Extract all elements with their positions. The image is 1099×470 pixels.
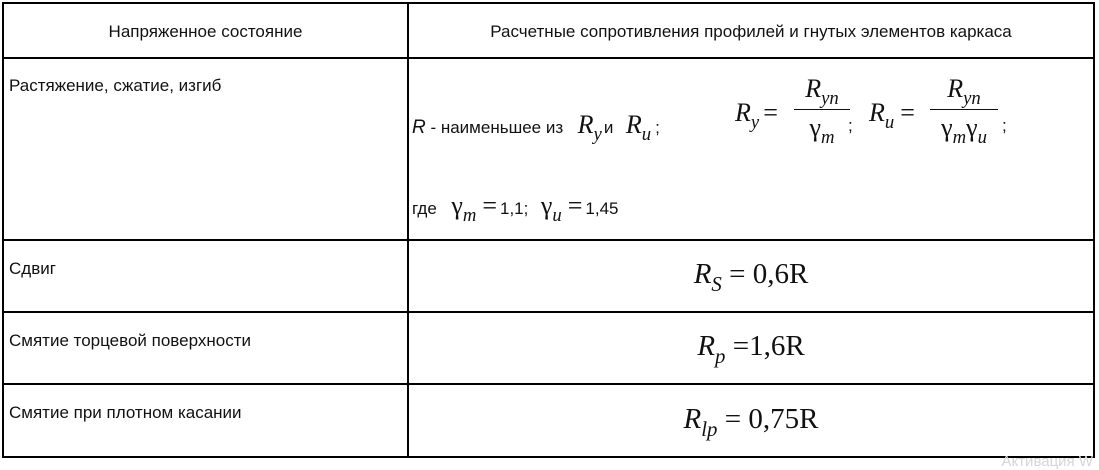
denominator-gamma-m-gamma-u: $\gamma_m\gamma_u$ <box>941 113 987 149</box>
formula-ry-lhs: $R_y$ = <box>735 98 778 134</box>
table-border-right <box>1093 2 1095 458</box>
numerator-ryn: $R_{yn}$ <box>947 74 981 110</box>
gamma-m-value: 1,1 <box>500 199 524 218</box>
separator: ; <box>655 118 660 137</box>
row-divider <box>2 383 1095 385</box>
row-shear-label: Сдвиг <box>9 259 56 278</box>
numerator-ryn: $R_{yn}$ <box>805 74 839 110</box>
table-border-left <box>2 2 4 458</box>
and-text: и <box>603 118 614 137</box>
symbol-r: R <box>412 117 426 138</box>
formula-tight-contact-bearing: $R_{lp} = 0,75R$ <box>683 403 819 441</box>
where-text: где <box>412 199 437 218</box>
gamma-u-value: 1,45 <box>585 199 619 218</box>
formula-gamma-values: где $\gamma_m = 1,1$; $\gamma_u = 1,45$ <box>412 191 619 227</box>
fraction-ryn-over-gamma-m <box>794 74 850 149</box>
formula-end-bearing: $R_p =1,6R$ <box>697 330 805 368</box>
row-divider <box>2 239 1095 241</box>
header-stress-state: Напряженное состояние <box>108 22 303 41</box>
header-design-resistance: Расчетные сопротивления профилей и гнутых элементов каркаса <box>490 22 1012 41</box>
row-tension-compression-bending-label: Растяжение, сжатие, изгиб <box>9 76 222 95</box>
formula-shear: $R_S = 0,6R$ <box>693 258 809 296</box>
least-of-text: - наименьшее из <box>425 118 564 137</box>
symbol-ry-lhs: $R_y$ <box>735 98 760 134</box>
symbol-ry: $R_y$ <box>577 110 602 146</box>
watermark-text: Активация W <box>1001 453 1093 470</box>
row-end-bearing-label: Смятие торцевой поверхности <box>9 331 251 350</box>
symbol-gamma-u: $\gamma_u$ <box>540 191 562 227</box>
symbol-ru: $R_u$ <box>625 110 652 146</box>
symbol-ru-lhs: $R_u$ <box>869 98 895 134</box>
formula-r-definition <box>412 110 660 146</box>
table-border-bottom <box>2 456 1095 458</box>
formula-ru-lhs: $R_u$ = <box>869 98 915 134</box>
row-tight-contact-bearing-label: Смятие при плотном касании <box>9 403 242 422</box>
table-border-top <box>2 2 1095 4</box>
header-divider <box>2 57 1095 59</box>
separator: ; <box>848 116 853 135</box>
fraction-ryn-over-gamma-m-gamma-u <box>930 74 998 149</box>
separator: ; <box>1002 116 1007 135</box>
denominator-gamma-m: $\gamma_m$ <box>809 113 835 149</box>
row-divider <box>2 311 1095 313</box>
symbol-gamma-m: $\gamma_m$ <box>451 191 477 227</box>
resistance-table <box>2 2 1095 458</box>
column-divider <box>407 2 409 458</box>
